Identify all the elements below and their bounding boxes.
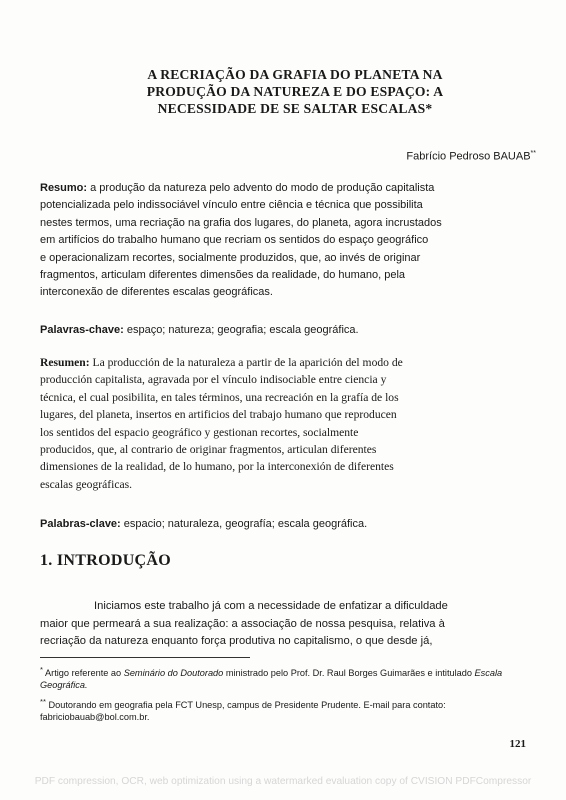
resumen-line: producción capitalista, agravada por el vínculo indisociable entre ciencia y	[40, 373, 387, 387]
palabras-clave	[40, 516, 532, 533]
article-title	[60, 66, 530, 117]
resumo-line: Resumo: a produção da natureza pelo advento do modo de produção capitalista	[40, 182, 435, 194]
resumen-line: técnica, el cual posibilita, en tales términos, una recreación en la grafía de los	[40, 390, 399, 404]
palavras-chave-text: espaço; natureza; geografia; escala geográfica.	[123, 324, 359, 336]
resumo-label: Resumo:	[40, 182, 88, 194]
footnote-1: * Artigo referente ao Seminário do Doutorado ministrado pelo Prof. Dr. Raul Borges Guimarães e intitulado Escala Geográfica.	[40, 665, 503, 691]
resumo-line: potencializada pelo indissociável vínculo entre ciência e técnica que possibilita	[40, 199, 423, 212]
resumo-abstract	[40, 180, 532, 302]
author-footnote-mark: **	[530, 150, 536, 157]
palavras-chave-label: Palavras-chave:	[40, 324, 124, 336]
resumen-line: lugares, del planeta, insertos en artificios del trabajo humano que reproducen	[40, 408, 397, 422]
title-line: NECESSIDADE DE SE SALTAR ESCALAS*	[157, 101, 433, 116]
intro-line: maior que permeará a sua realização: a associação de nossa pesquisa, relativa à	[40, 617, 445, 630]
title-line: PRODUÇÃO DA NATUREZA E DO ESPAÇO: A	[146, 84, 444, 99]
watermark-text: PDF compression, OCR, web optimization using a watermarked evaluation copy of CVISION PDFCompressor	[34, 776, 532, 787]
resumen-label: Resumen:	[40, 356, 90, 369]
resumo-line: e operacionalizam recortes, socialmente produzidos, que, ao invés de originar	[40, 251, 421, 264]
palabras-clave-text: espacio; naturaleza, geografía; escala geográfica.	[120, 518, 368, 530]
resumo-line: interconexão de diferentes escalas geográficas.	[40, 286, 273, 299]
author-name	[406, 150, 536, 163]
intro-line: Iniciamos este trabalho já com a necessidade de enfatizar a dificuldade	[94, 600, 448, 612]
resumen-line: escalas geográficas.	[40, 477, 133, 491]
resumen-line: los sentidos del espacio geográfico y gestionan recortes, socialmente	[40, 425, 359, 439]
resumo-line: em artifícios do trabalho humano que recriam os sentidos do espaço geográfico	[40, 234, 429, 247]
page-number: 121	[509, 738, 526, 750]
introduction-paragraph	[40, 598, 532, 651]
section-heading: 1. INTRODUÇÃO	[40, 552, 172, 569]
resumen-line: Resumen: La producción de la naturaleza a partir de la aparición del modo de	[40, 356, 403, 369]
palavras-chave	[40, 322, 532, 339]
footnotes	[40, 664, 532, 728]
resumo-line: nestes termos, uma recriação na grafia dos lugares, do planeta, agora incrustados	[40, 216, 442, 229]
resumen-abstract	[40, 354, 532, 493]
intro-line: recriação da natureza enquanto força produtiva no capitalismo, o que desde já,	[40, 635, 433, 648]
author-text: Fabrício Pedroso BAUAB	[406, 150, 531, 163]
footnote-2: ** Doutorando em geografia pela FCT Unesp, campus de Presidente Prudente. E-mail para contato: fabriciobauab@bol.com.br.	[40, 697, 446, 723]
title-line: A RECRIAÇÃO DA GRAFIA DO PLANETA NA	[147, 67, 443, 82]
resumo-line: fragmentos, articulam diferentes dimensões da realidade, do humano, pela	[40, 269, 406, 282]
footnote-divider	[40, 657, 250, 658]
resumen-line: dimensiones de la realidad, de lo humano, por la interconexión de diferentes	[40, 460, 394, 474]
palabras-clave-label: Palabras-clave:	[40, 518, 121, 530]
resumen-line: producidos, que, al contrario de originar fragmentos, articulan diferentes	[40, 443, 377, 457]
